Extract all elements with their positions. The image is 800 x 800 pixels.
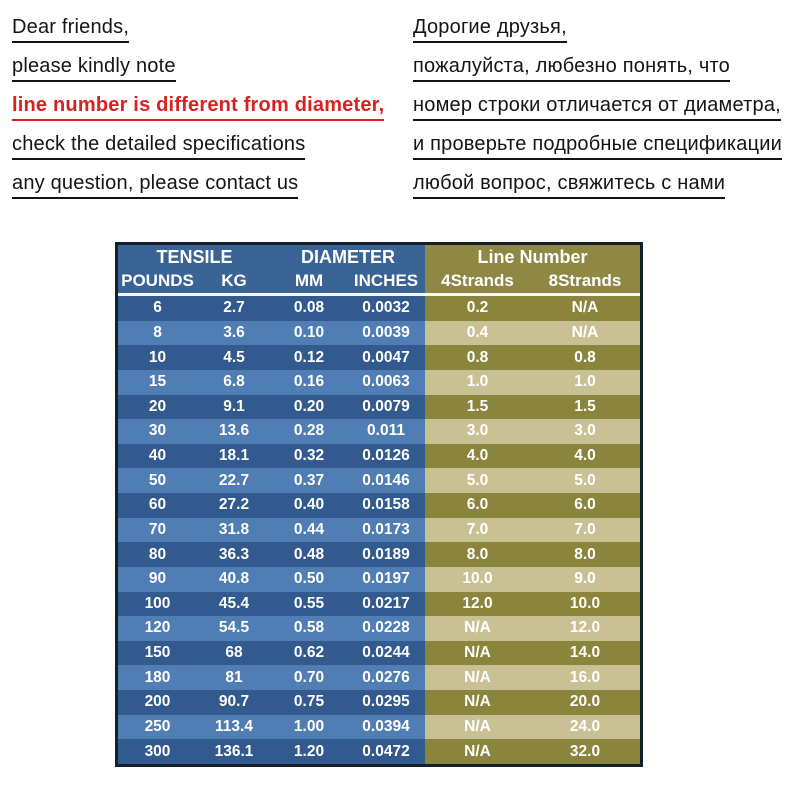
spec-cell: 36.3 <box>197 542 271 567</box>
note-line-en-5 <box>12 172 412 199</box>
spec-cell: 6.8 <box>197 370 271 395</box>
spec-cell: 12.0 <box>530 616 640 641</box>
spec-cell: 22.7 <box>197 468 271 493</box>
spec-cell: 1.0 <box>425 370 530 395</box>
note-text: и проверьте подробные спецификации <box>413 133 782 160</box>
spec-cell: 30 <box>118 419 197 444</box>
spec-cell: 0.8 <box>530 345 640 370</box>
spec-row <box>118 468 640 493</box>
spec-cell: N/A <box>425 739 530 764</box>
spec-cell: 1.5 <box>425 395 530 420</box>
note-line-en-1 <box>12 16 412 43</box>
spec-cell: N/A <box>425 616 530 641</box>
group-header-line-number: Line Number <box>425 245 640 270</box>
spec-cell: 0.75 <box>271 690 347 715</box>
spec-row <box>118 616 640 641</box>
note-line-en-4 <box>12 133 412 160</box>
spec-cell: 1.20 <box>271 739 347 764</box>
spec-cell: 0.28 <box>271 419 347 444</box>
spec-cell: 6 <box>118 294 197 321</box>
note-text-warning: line number is different from diameter, <box>12 94 384 121</box>
spec-row <box>118 370 640 395</box>
col-header-inches: INCHES <box>347 270 425 294</box>
note-line-ru-2 <box>413 55 799 82</box>
spec-cell: 0.011 <box>347 419 425 444</box>
spec-cell: 1.0 <box>530 370 640 395</box>
spec-row <box>118 321 640 346</box>
spec-cell: 90 <box>118 567 197 592</box>
spec-cell: 24.0 <box>530 715 640 740</box>
spec-cell: 0.50 <box>271 567 347 592</box>
spec-cell: 45.4 <box>197 592 271 617</box>
spec-cell: N/A <box>425 641 530 666</box>
col-header-8strands: 8Strands <box>530 270 640 294</box>
spec-cell: 10.0 <box>425 567 530 592</box>
spec-cell: 90.7 <box>197 690 271 715</box>
spec-row <box>118 419 640 444</box>
spec-cell: 32.0 <box>530 739 640 764</box>
spec-row <box>118 345 640 370</box>
spec-table-body <box>118 294 640 764</box>
spec-cell: 2.7 <box>197 294 271 321</box>
spec-cell: 27.2 <box>197 493 271 518</box>
spec-cell: 5.0 <box>530 468 640 493</box>
spec-row <box>118 715 640 740</box>
spec-cell: 3.0 <box>425 419 530 444</box>
spec-cell: 0.70 <box>271 665 347 690</box>
spec-cell: 0.4 <box>425 321 530 346</box>
spec-cell: 7.0 <box>530 518 640 543</box>
spec-cell: 3.6 <box>197 321 271 346</box>
spec-cell: 0.55 <box>271 592 347 617</box>
spec-cell: 20.0 <box>530 690 640 715</box>
spec-row <box>118 294 640 321</box>
spec-cell: 54.5 <box>197 616 271 641</box>
spec-row <box>118 518 640 543</box>
spec-table-head <box>118 245 640 294</box>
spec-cell: 4.0 <box>530 444 640 469</box>
spec-cell: 100 <box>118 592 197 617</box>
note-line-en-warning <box>12 94 412 121</box>
note-line-ru-5 <box>413 172 799 199</box>
spec-cell: 31.8 <box>197 518 271 543</box>
spec-cell: 4.5 <box>197 345 271 370</box>
col-header-kg: KG <box>197 270 271 294</box>
note-line-ru-1 <box>413 16 799 43</box>
spec-cell: 0.0079 <box>347 395 425 420</box>
spec-table <box>118 245 640 764</box>
spec-row <box>118 542 640 567</box>
spec-cell: 1.5 <box>530 395 640 420</box>
spec-cell: 0.32 <box>271 444 347 469</box>
spec-cell: 0.0276 <box>347 665 425 690</box>
spec-cell: 0.0472 <box>347 739 425 764</box>
spec-cell: 13.6 <box>197 419 271 444</box>
spec-cell: N/A <box>530 321 640 346</box>
note-line-en-2 <box>12 55 412 82</box>
note-text: please kindly note <box>12 55 176 82</box>
spec-row <box>118 493 640 518</box>
note-text: любой вопрос, свяжитесь с нами <box>413 172 725 199</box>
spec-cell: 12.0 <box>425 592 530 617</box>
spec-cell: 0.0063 <box>347 370 425 395</box>
spec-cell: 70 <box>118 518 197 543</box>
spec-cell: 68 <box>197 641 271 666</box>
spec-cell: 20 <box>118 395 197 420</box>
notes-english <box>12 16 412 211</box>
spec-row <box>118 739 640 764</box>
spec-cell: 0.0228 <box>347 616 425 641</box>
note-text: any question, please contact us <box>12 172 298 199</box>
spec-cell: 0.37 <box>271 468 347 493</box>
spec-cell: 10 <box>118 345 197 370</box>
note-line-ru-3 <box>413 94 799 121</box>
spec-cell: 6.0 <box>530 493 640 518</box>
spec-cell: 136.1 <box>197 739 271 764</box>
spec-cell: 120 <box>118 616 197 641</box>
spec-cell: N/A <box>530 294 640 321</box>
spec-row <box>118 395 640 420</box>
spec-cell: 0.0158 <box>347 493 425 518</box>
group-header-tensile: TENSILE <box>118 245 271 270</box>
spec-cell: 0.20 <box>271 395 347 420</box>
col-header-pounds: POUNDS <box>118 270 197 294</box>
spec-cell: 250 <box>118 715 197 740</box>
spec-cell: 0.0197 <box>347 567 425 592</box>
spec-cell: 6.0 <box>425 493 530 518</box>
col-header-4strands: 4Strands <box>425 270 530 294</box>
spec-cell: 180 <box>118 665 197 690</box>
spec-cell: 80 <box>118 542 197 567</box>
spec-row <box>118 567 640 592</box>
spec-cell: 16.0 <box>530 665 640 690</box>
spec-cell: 0.16 <box>271 370 347 395</box>
note-text: check the detailed specifications <box>12 133 305 160</box>
spec-cell: 300 <box>118 739 197 764</box>
spec-cell: 0.0394 <box>347 715 425 740</box>
spec-cell: 0.0173 <box>347 518 425 543</box>
spec-cell: 0.12 <box>271 345 347 370</box>
note-text: номер строки отличается от диаметра, <box>413 94 781 121</box>
spec-cell: 0.8 <box>425 345 530 370</box>
note-text: пожалуйста, любезно понять, что <box>413 55 730 82</box>
spec-cell: 7.0 <box>425 518 530 543</box>
spec-cell: 0.10 <box>271 321 347 346</box>
spec-cell: 113.4 <box>197 715 271 740</box>
spec-cell: 40.8 <box>197 567 271 592</box>
spec-row <box>118 592 640 617</box>
spec-cell: 50 <box>118 468 197 493</box>
spec-cell: 40 <box>118 444 197 469</box>
spec-cell: 0.2 <box>425 294 530 321</box>
spec-cell: 14.0 <box>530 641 640 666</box>
col-header-mm: MM <box>271 270 347 294</box>
spec-cell: 10.0 <box>530 592 640 617</box>
note-text: Dear friends, <box>12 16 129 43</box>
spec-column-header-row <box>118 270 640 294</box>
spec-cell: 0.48 <box>271 542 347 567</box>
spec-row <box>118 665 640 690</box>
note-line-ru-4 <box>413 133 799 160</box>
spec-cell: 15 <box>118 370 197 395</box>
group-header-diameter: DIAMETER <box>271 245 425 270</box>
spec-row <box>118 444 640 469</box>
spec-cell: 0.44 <box>271 518 347 543</box>
spec-cell: 0.0039 <box>347 321 425 346</box>
spec-cell: 60 <box>118 493 197 518</box>
spec-cell: 1.00 <box>271 715 347 740</box>
spec-cell: 8.0 <box>530 542 640 567</box>
spec-cell: 0.0244 <box>347 641 425 666</box>
spec-cell: 9.0 <box>530 567 640 592</box>
spec-cell: N/A <box>425 715 530 740</box>
spec-cell: 5.0 <box>425 468 530 493</box>
spec-cell: 0.0295 <box>347 690 425 715</box>
spec-cell: N/A <box>425 690 530 715</box>
spec-group-header-row <box>118 245 640 270</box>
spec-cell: 0.0146 <box>347 468 425 493</box>
spec-row <box>118 690 640 715</box>
spec-cell: 0.62 <box>271 641 347 666</box>
spec-cell: 81 <box>197 665 271 690</box>
spec-cell: 0.0126 <box>347 444 425 469</box>
spec-row <box>118 641 640 666</box>
spec-cell: 9.1 <box>197 395 271 420</box>
spec-cell: 8.0 <box>425 542 530 567</box>
spec-cell: 18.1 <box>197 444 271 469</box>
spec-cell: 0.40 <box>271 493 347 518</box>
note-text: Дорогие друзья, <box>413 16 567 43</box>
notes-russian <box>413 16 799 211</box>
spec-table-container <box>115 242 643 767</box>
spec-cell: 0.08 <box>271 294 347 321</box>
spec-cell: 4.0 <box>425 444 530 469</box>
spec-cell: 0.0047 <box>347 345 425 370</box>
spec-cell: N/A <box>425 665 530 690</box>
spec-cell: 0.0032 <box>347 294 425 321</box>
spec-cell: 8 <box>118 321 197 346</box>
spec-cell: 200 <box>118 690 197 715</box>
spec-cell: 3.0 <box>530 419 640 444</box>
spec-cell: 150 <box>118 641 197 666</box>
spec-cell: 0.0217 <box>347 592 425 617</box>
spec-cell: 0.0189 <box>347 542 425 567</box>
spec-cell: 0.58 <box>271 616 347 641</box>
